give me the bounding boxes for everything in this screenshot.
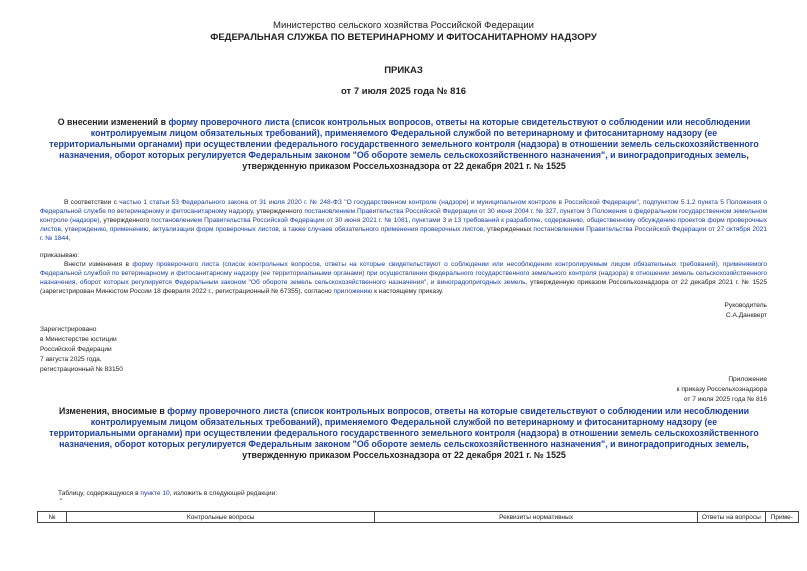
appendix-title-link[interactable]: форму проверочного листа (список контрольных вопросов, ответы на которые свидетельствуют о соблюдении или несоблюдении контролируемым лицом обязательных требований), применяемого Федеральной службой по ветеринарному и фитосанитарному надзору (ее территориальными органами) при осуществлении федерального государственного земельного контроля (надзора) в отношении земель сельскохозяйственного назначения, оборот которых регулируется Федеральным законом "Об обороте земель сельскохозяйственного назначения", и виноградопригодных земель	[49, 406, 759, 449]
preamble-text: ,	[408, 217, 413, 224]
table-instruction	[58, 489, 277, 498]
title-prefix: О внесении изменений в	[57, 117, 169, 127]
instruction-text: Таблицу, содержащуюся в	[58, 490, 141, 497]
instruction-text: , изложить в следующей редакции:	[169, 490, 278, 497]
registration-line: 7 августа 2025 года,	[40, 356, 102, 363]
doc-date-number: от 7 июля 2025 года № 816	[340, 86, 467, 97]
header-cell-notes: Приме-	[765, 512, 798, 523]
title-link[interactable]: форму проверочного листа (список контрольных вопросов, ответы на которые свидетельствуют о соблюдении или несоблюдении контролируемым лицом обязательных требований), применяемого Федеральной службой по ветеринарному и фитосанитарному надзору (ее территориальными органами) при осуществлении федерального государственного земельного контроля (надзора) в отношении земель сельскохозяйственного назначения, оборот которых регулируется Федеральным законом "Об обороте земель сельскохозяйственного назначения", и виноградопригодных земель	[49, 117, 759, 160]
service-name: ФЕДЕРАЛЬНАЯ СЛУЖБА ПО ВЕТЕРИНАРНОМУ И ФИТОСАНИТАРНОМУ НАДЗОРУ	[210, 32, 597, 43]
opening-quote: "	[60, 498, 63, 505]
points-3-link[interactable]: пунктами 3	[412, 217, 447, 224]
doc-type: ПРИКАЗ	[384, 65, 423, 76]
preamble-text: ,	[556, 208, 560, 215]
point-10-link[interactable]: пункте 10	[140, 490, 170, 497]
signature-name: С.А.Данкверт	[725, 312, 767, 319]
header-cell-answers: Ответы на вопросы	[698, 512, 766, 523]
registration-line: в Министерстве юстиции	[40, 336, 117, 343]
resolution-1844-link[interactable]: постановлением Правительства Российской Федерации от 27 октября 2021 г. № 1844	[40, 226, 767, 242]
regulation-link[interactable]: подпунктом 5.1.2 пункта 5 Положения о Федеральной службе по ветеринарному и фитосанитарному надзору	[40, 199, 768, 215]
registration-line: регистрационный № 83150	[40, 366, 123, 373]
resolution-1081-link[interactable]: постановлением Правительства Российской Федерации от 30 июня 2021 г. № 1081	[151, 217, 409, 224]
appendix-title-prefix: Изменения, вносимые в	[58, 406, 168, 416]
preamble-text: , утвержденного	[99, 217, 152, 224]
body-paragraph	[40, 260, 767, 296]
appendix-label: Приложение	[728, 376, 767, 383]
table-header-row	[38, 512, 799, 523]
title-suffix: , утвержденную приказом Россельхознадзора от 22 декабря 2021 г. № 1525	[242, 150, 749, 171]
header-cell-questions: Контрольные вопросы	[67, 512, 375, 523]
appendix-ref: к приказу Россельхознадзора	[676, 386, 767, 393]
header-cell-number: №	[38, 512, 67, 523]
law-link[interactable]: частью 1 статьи 53 Федерального закона от 31 июля 2020 г. № 248-ФЗ "О государственном контроле (надзоре) и муниципальном контроле в Российской Федерации"	[119, 199, 639, 206]
body-text: к настоящему приказу.	[372, 288, 444, 295]
registration-line: Российской Федерации	[40, 346, 112, 353]
ministry-name: Министерство сельского хозяйства Российской Федерации	[273, 20, 534, 31]
preamble-text: , утвержденных	[483, 226, 534, 233]
appendix-link[interactable]: приложению	[333, 288, 373, 295]
form-link[interactable]: форму проверочного листа (список контрольных вопросов, ответы на которые свидетельствуют о соблюдении или несоблюдении контролируемым лицом обязательных требований), применяемого Федеральной службой по ветеринарному и фитосанитарному надзору (ее территориальными органами) при осуществлении федерального государственного земельного контроля (надзора) в отношении земель сельскохозяйственного назначения, оборот которых регулируется Федеральным законом "Об обороте земель сельскохозяйственного назначения", и виноградопригодных земель	[40, 261, 767, 286]
preamble-paragraph	[40, 198, 767, 243]
preamble-text: ,	[68, 235, 71, 242]
order-word: приказываю:	[40, 252, 80, 259]
checklist-table	[37, 511, 799, 523]
requirements-13-link[interactable]: 13 требований к разработке, содержанию, общественному обсуждению проектов форм проверочных листов, утверждению, применению, актуализации форм проверочных листов, а также случаев обязательного применения проверочных листов	[40, 217, 767, 233]
header-cell-requisites: Реквизиты нормативных	[375, 512, 698, 523]
registration-line: Зарегистрировано	[40, 326, 97, 333]
appendix-title	[48, 406, 760, 461]
appendix-date: от 7 июля 2025 года № 816	[683, 396, 767, 403]
preamble-text: и	[446, 217, 454, 224]
preamble-text: , утвержденного	[252, 208, 305, 215]
body-text: Внести изменения в	[64, 261, 133, 268]
preamble-text: В соответствии с	[64, 199, 120, 206]
signature-position: Руководитель	[724, 302, 767, 309]
preamble-text: ,	[638, 199, 644, 206]
body-text: , утвержденную приказом Россельхознадзора от 22 декабря 2021 г. № 1525 (зарегистрирован Минюстом России 18 февраля 2022 г., регистрационный № 67355), согласно	[40, 279, 767, 295]
resolution-327-link[interactable]: постановлением Правительства Российской Федерации от 30 июня 2004 г. № 327	[304, 208, 557, 215]
regulation-point3-link[interactable]: пунктом 3 Положения о федеральном государственном земельном контроле (надзоре)	[40, 208, 767, 224]
appendix-title-suffix: , утвержденную приказом Россельхознадзора от 22 декабря 2021 г. № 1525	[242, 439, 749, 460]
order-title	[48, 117, 760, 172]
